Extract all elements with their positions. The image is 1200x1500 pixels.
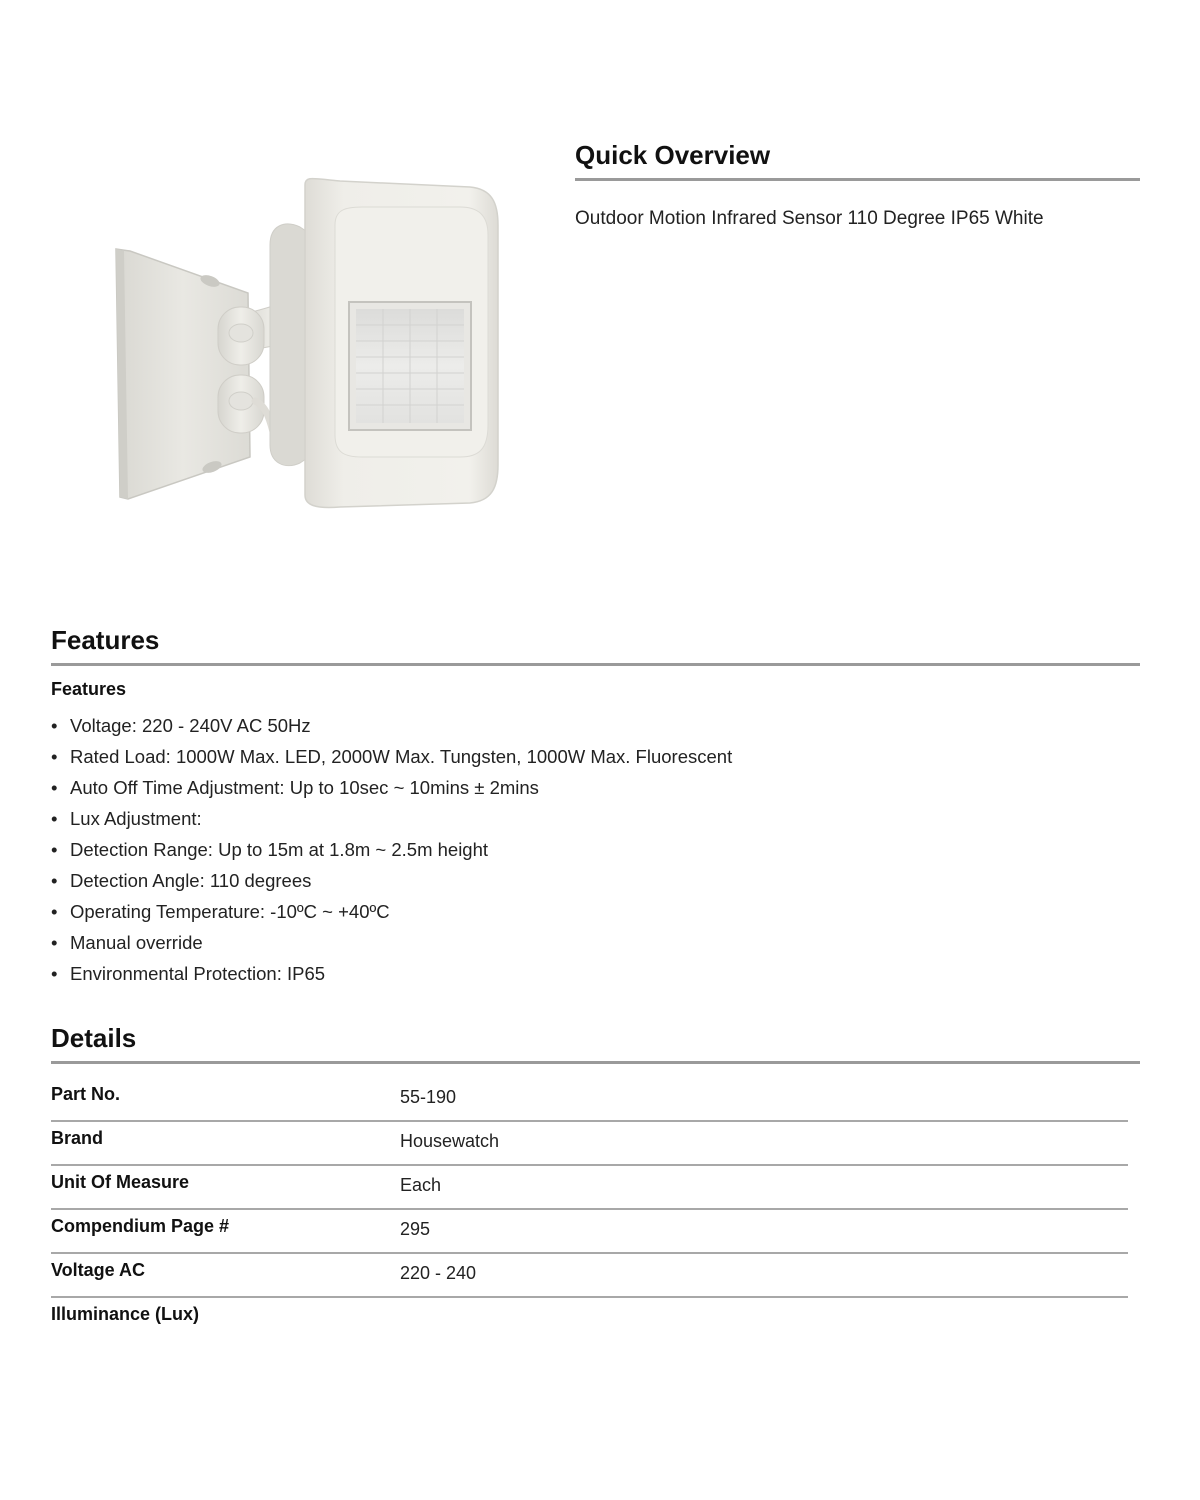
- details-title: Details: [51, 1023, 1140, 1064]
- details-value: 295: [400, 1219, 431, 1239]
- table-row: [51, 1298, 1128, 1342]
- features-title: Features: [51, 625, 1140, 666]
- product-description: Outdoor Motion Infrared Sensor 110 Degree IP65 White: [575, 208, 1044, 229]
- details-value: Housewatch: [400, 1131, 500, 1151]
- table-row: [51, 1166, 1128, 1210]
- motion-sensor-illustration: [100, 165, 510, 525]
- product-image: [100, 165, 510, 525]
- details-label: Compendium Page #: [51, 1216, 230, 1236]
- list-item: • Environmental Protection: IP65: [51, 958, 1140, 989]
- table-row: [51, 1122, 1128, 1166]
- details-value: 220 - 240: [400, 1263, 477, 1283]
- details-label: Unit Of Measure: [51, 1172, 190, 1192]
- list-item: • Lux Adjustment:: [51, 803, 1140, 834]
- table-row: [51, 1254, 1128, 1298]
- table-row: [51, 1078, 1128, 1122]
- details-label: Brand: [51, 1128, 104, 1148]
- details-label: Part No.: [51, 1084, 121, 1104]
- list-item: • Detection Angle: 110 degrees: [51, 865, 1140, 896]
- feature-list: [51, 710, 1140, 989]
- list-item: • Auto Off Time Adjustment: Up to 10sec ~ 10mins ± 2mins: [51, 772, 1140, 803]
- list-item: • Detection Range: Up to 15m at 1.8m ~ 2.5m height: [51, 834, 1140, 865]
- details-table: [51, 1078, 1128, 1342]
- list-item: • Rated Load: 1000W Max. LED, 2000W Max. Tungsten, 1000W Max. Fluorescent: [51, 741, 1140, 772]
- quick-overview-section: [575, 140, 1140, 232]
- list-item: • Operating Temperature: -10ºC ~ +40ºC: [51, 896, 1140, 927]
- details-section: [51, 1023, 1140, 1342]
- list-item: • Voltage: 220 - 240V AC 50Hz: [51, 710, 1140, 741]
- features-section: [51, 625, 1140, 989]
- details-label: Illuminance (Lux): [51, 1304, 200, 1324]
- quick-overview-title: Quick Overview: [575, 140, 1140, 181]
- details-value: Each: [400, 1175, 442, 1195]
- details-label: Voltage AC: [51, 1260, 146, 1280]
- features-subtitle: Features: [51, 679, 127, 699]
- table-row: [51, 1210, 1128, 1254]
- list-item: • Manual override: [51, 927, 1140, 958]
- details-value: 55-190: [400, 1087, 457, 1107]
